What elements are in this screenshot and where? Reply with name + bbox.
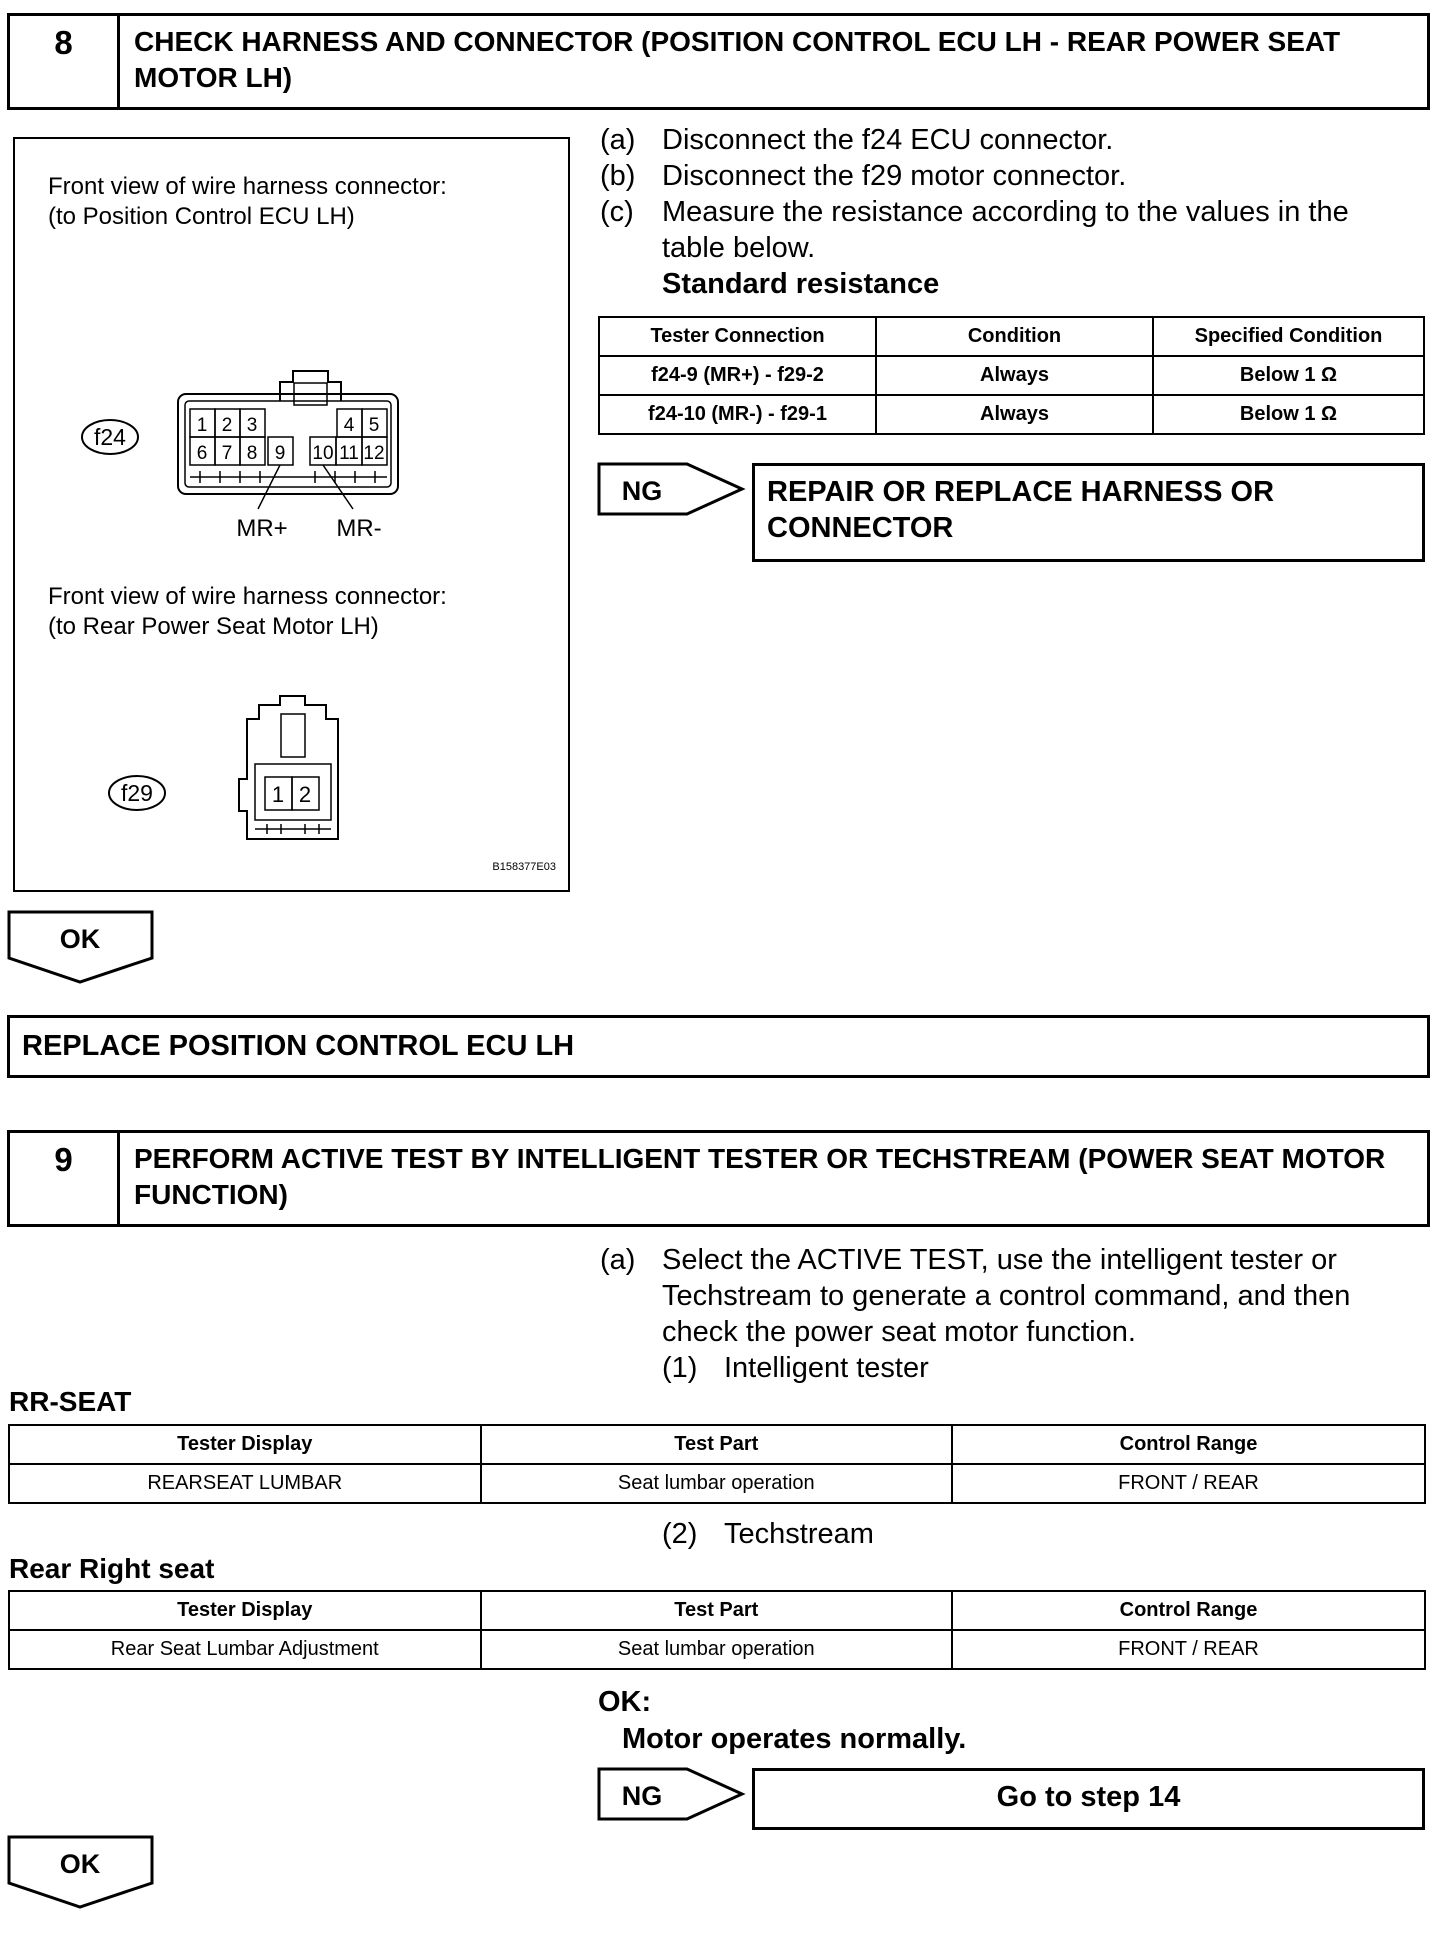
svg-text:9: 9 — [274, 443, 286, 464]
table-row: f24-10 (MR-) - f29-1 Always Below 1 Ω — [599, 395, 1424, 434]
f24-bottom-ribs — [190, 471, 387, 483]
table-header: Tester Connection — [599, 317, 876, 356]
table-header: Test Part — [481, 1425, 953, 1464]
table-row: f24-9 (MR+) - f29-2 Always Below 1 Ω — [599, 356, 1424, 395]
step-number: 9 — [10, 1133, 120, 1224]
ok-label: OK — [59, 924, 101, 954]
f24-latch — [280, 371, 341, 401]
ng-result-repair: REPAIR OR REPLACE HARNESS OR CONNECTOR — [752, 463, 1425, 562]
resistance-table — [598, 316, 1425, 435]
f29-bottom-ribs — [255, 824, 331, 834]
f24-pins-top — [190, 409, 387, 437]
table-header: Tester Display — [9, 1591, 481, 1630]
table-header: Specified Condition — [1153, 317, 1424, 356]
caption-f29-line2: (to Rear Power Seat Motor LH) — [48, 613, 379, 640]
f29-body — [239, 696, 338, 839]
instruction-b: (b) Disconnect the f29 motor connector. — [600, 160, 1127, 192]
svg-text:3: 3 — [246, 415, 258, 436]
table-header: Condition — [876, 317, 1153, 356]
f29-label: f29 — [121, 780, 153, 806]
sub-step-2: (2) Techstream — [662, 1518, 874, 1550]
connector-diagram — [13, 137, 570, 892]
table-row: Rear Seat Lumbar Adjustment Seat lumbar operation FRONT / REAR — [9, 1630, 1425, 1669]
step-title: PERFORM ACTIVE TEST BY INTELLIGENT TESTER OR TECHSTREAM (POWER SEAT MOTOR FUNCTION) — [134, 1143, 1386, 1210]
table-header: Control Range — [952, 1425, 1425, 1464]
svg-text:4: 4 — [343, 415, 355, 436]
ok-result-text: Motor operates normally. — [622, 1723, 967, 1755]
table-row: REARSEAT LUMBAR Seat lumbar operation FRONT / REAR — [9, 1464, 1425, 1503]
replace-ecu-box: REPLACE POSITION CONTROL ECU LH — [7, 1015, 1430, 1078]
sub-step-1: (1) Intelligent tester — [662, 1352, 929, 1384]
ok-label: OK — [59, 1849, 101, 1879]
svg-text:12: 12 — [363, 443, 385, 464]
ng-arrow-1 — [597, 462, 747, 522]
rr-seat-title: RR-SEAT — [9, 1386, 132, 1417]
step-title: CHECK HARNESS AND CONNECTOR (POSITION CONTROL ECU LH - REAR POWER SEAT MOTOR LH) — [134, 26, 1341, 93]
ng-arrow-2 — [597, 1767, 747, 1827]
rear-right-seat-table — [8, 1590, 1426, 1670]
step-number: 8 — [10, 16, 120, 107]
svg-text:1: 1 — [196, 415, 208, 436]
instruction-c: (c) Measure the resistance according to the values in the table below. — [600, 196, 1349, 264]
table-header: Test Part — [481, 1591, 953, 1630]
table-header: Tester Display — [9, 1425, 481, 1464]
ok-result-label: OK: — [598, 1686, 652, 1718]
svg-text:5: 5 — [368, 415, 380, 436]
f24-label: f24 — [94, 424, 126, 450]
svg-text:11: 11 — [339, 443, 359, 464]
ng-label: NG — [621, 1781, 663, 1811]
svg-text:7: 7 — [221, 443, 233, 464]
f29-top-window — [281, 714, 305, 757]
rr-seat-table — [8, 1424, 1426, 1504]
ng-result-go-step-14: Go to step 14 — [752, 1768, 1425, 1830]
svg-text:10: 10 — [312, 443, 334, 464]
step9-instruction-a: (a) Select the ACTIVE TEST, use the intelligent tester or Techstream to generate a control command, and then check the power seat motor function. — [600, 1244, 1351, 1348]
ng-label: NG — [621, 476, 663, 506]
standard-resistance-label: Standard resistance — [662, 268, 940, 300]
f24-inner — [185, 401, 391, 487]
instruction-a: (a) Disconnect the f24 ECU connector. — [600, 124, 1114, 156]
rear-right-seat-title: Rear Right seat — [9, 1553, 215, 1584]
step-9-header — [7, 1130, 1430, 1227]
connector-drawings — [15, 139, 570, 892]
svg-text:2: 2 — [221, 415, 233, 436]
mr-minus-label: MR- — [336, 515, 382, 542]
svg-text:6: 6 — [196, 443, 208, 464]
table-header: Control Range — [952, 1591, 1425, 1630]
svg-text:8: 8 — [246, 443, 258, 464]
step-8-header — [7, 13, 1430, 110]
svg-text:1: 1 — [271, 782, 285, 807]
ok-arrow-2 — [7, 1835, 155, 1910]
ok-arrow-1 — [7, 910, 155, 985]
f24-pins-bottom — [190, 437, 387, 465]
caption-f24-line1: Front view of wire harness connector: — [48, 173, 447, 200]
mr-plus-label: MR+ — [236, 515, 288, 542]
figure-code: B158377E03 — [492, 861, 556, 873]
caption-f24-line2: (to Position Control ECU LH) — [48, 203, 355, 230]
caption-f29-line1: Front view of wire harness connector: — [48, 583, 447, 610]
svg-text:2: 2 — [298, 782, 312, 807]
